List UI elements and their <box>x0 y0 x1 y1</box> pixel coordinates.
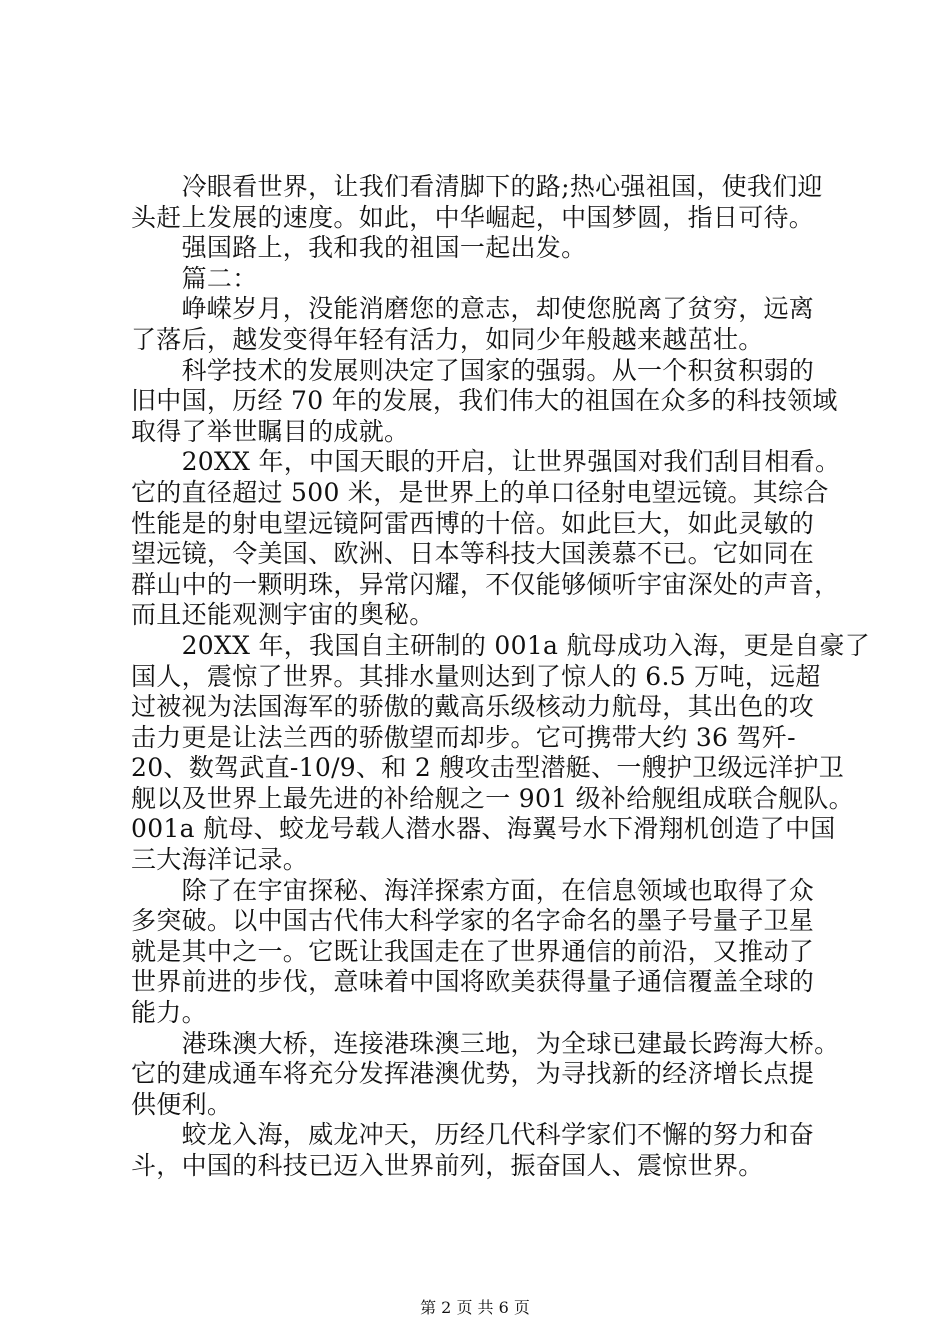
text-line: 除了在宇宙探秘、海洋探索方面，在信息领域也取得了众 <box>131 875 815 905</box>
text-line: 头赶上发展的速度。如此，中华崛起，中国梦圆，指日可待。 <box>131 202 815 232</box>
text-line: 冷眼看世界，让我们看清脚下的路;热心强祖国，使我们迎 <box>131 172 823 201</box>
text-line: 性能是的射电望远镜阿雷西博的十倍。如此巨大，如此灵敏的 <box>131 508 815 538</box>
text-line: 世界前进的步伐，意味着中国将欧美获得量子通信覆盖全球的 <box>131 967 815 997</box>
text-line: 蛟龙入海，威龙冲天，历经几代科学家们不懈的努力和奋 <box>131 1120 815 1150</box>
text-line: 20XX 年，中国天眼的开启，让世界强国对我们刮目相看。 <box>131 447 841 477</box>
text-line: 科学技术的发展则决定了国家的强弱。从一个积贫积弱的 <box>131 355 815 385</box>
text-line: 群山中的一颗明珠，异常闪耀，不仅能够倾听宇宙深处的声音， <box>131 569 840 599</box>
text-line: 多突破。以中国古代伟大科学家的名字命名的墨子号量子卫星 <box>131 906 815 936</box>
text-line: 了落后，越发变得年轻有活力，如同少年般越来越茁壮。 <box>131 324 764 354</box>
text-line: 20、数驾武直-10/9、和 2 艘攻击型潜艇、一艘护卫级远洋护卫 <box>131 753 845 783</box>
text-line: 望远镜，令美国、欧洲、日本等科技大国羡慕不已。它如同在 <box>131 539 815 569</box>
text-line: 三大海洋记录。 <box>131 845 309 875</box>
text-line: 它的直径超过 500 米，是世界上的单口径射电望远镜。其综合 <box>131 477 829 507</box>
text-line: 就是其中之一。它既让我国走在了世界通信的前沿，又推动了 <box>131 936 815 966</box>
text-line: 旧中国，历经 70 年的发展，我们伟大的祖国在众多的科技领域 <box>131 386 838 416</box>
text-line: 能力。 <box>131 998 207 1028</box>
text-line: 20XX 年，我国自主研制的 001a 航母成功入海，更是自豪了 <box>131 630 871 660</box>
text-line: 取得了举世瞩目的成就。 <box>131 416 410 446</box>
text-line: 它的建成通车将充分发挥港澳优势，为寻找新的经济增长点提 <box>131 1059 815 1089</box>
document-body <box>131 172 871 1182</box>
text-line: 供便利。 <box>131 1089 233 1119</box>
text-line: 击力更是让法兰西的骄傲望而却步。它可携带大约 36 驾歼- <box>131 722 796 752</box>
text-line: 斗，中国的科技已迈入世界前列，振奋国人、震惊世界。 <box>131 1151 764 1180</box>
text-line: 过被视为法国海军的骄傲的戴高乐级核动力航母，其出色的攻 <box>131 692 815 722</box>
text-line: 国人，震惊了世界。其排水量则达到了惊人的 6.5 万吨，远超 <box>131 661 821 691</box>
text-line: 舰以及世界上最先进的补给舰之一 901 级补给舰组成联合舰队。 <box>131 783 854 813</box>
text-line: 而且还能观测宇宙的奥秘。 <box>131 600 435 630</box>
text-line: 001a 航母、蛟龙号载人潜水器、海翼号水下滑翔机创造了中国 <box>131 814 836 844</box>
text-line: 港珠澳大桥，连接港珠澳三地，为全球已建最长跨海大桥。 <box>131 1028 840 1058</box>
page-number-footer: 第 2 页 共 6 页 <box>420 1298 530 1317</box>
section-heading: 篇二： <box>131 263 258 293</box>
text-line: 峥嵘岁月，没能消磨您的意志，却使您脱离了贫穷，远离 <box>131 294 815 324</box>
text-line: 强国路上，我和我的祖国一起出发。 <box>131 233 587 263</box>
